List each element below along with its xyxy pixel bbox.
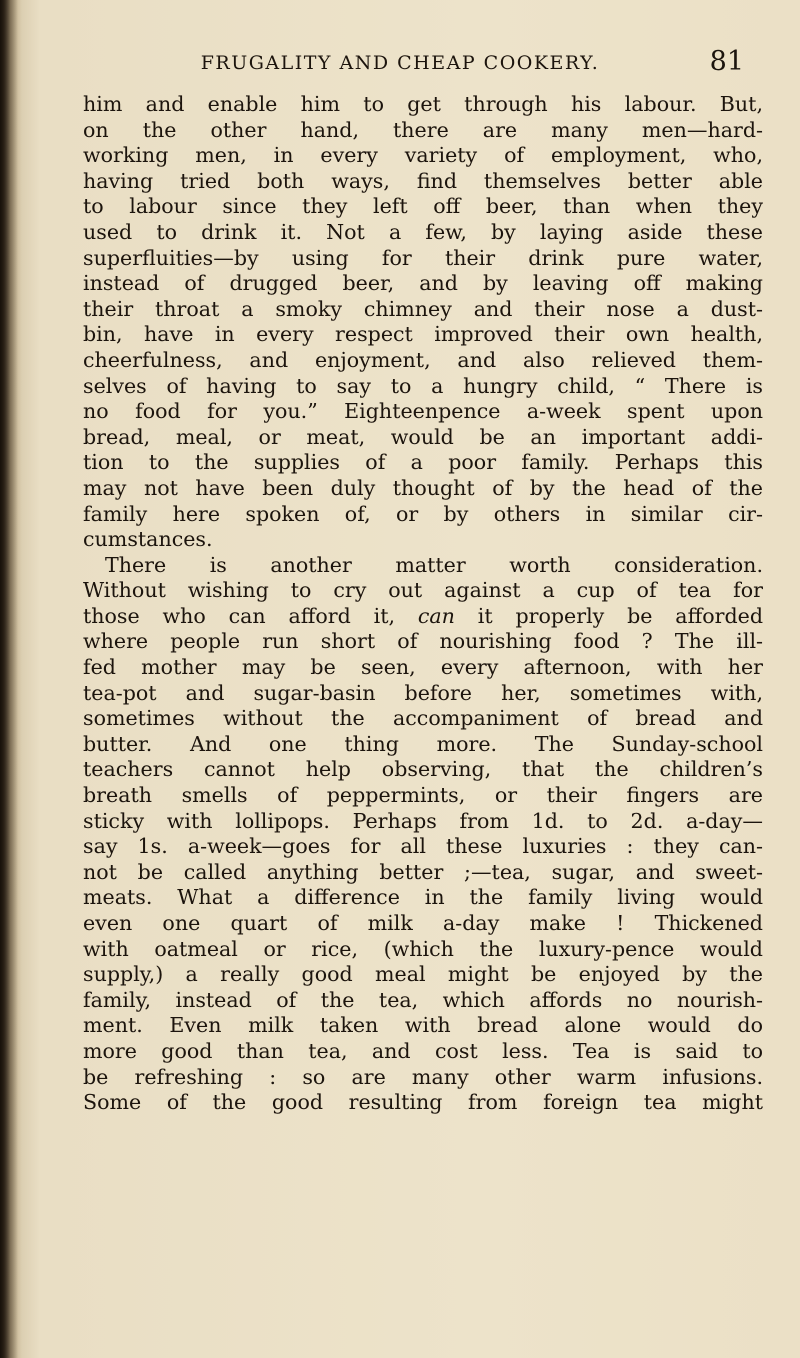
text-line-with-emphasis — [83, 604, 763, 630]
text-line: tea-pot and sugar-basin before her, sometimes with, — [83, 680, 763, 705]
text-line: instead of drugged beer, and by leaving off making — [83, 271, 763, 296]
text-line: with oatmeal or rice, (which the luxury-pence would — [83, 936, 763, 961]
text-line: to labour since they left off beer, than when they — [83, 194, 763, 219]
text-line: Without wishing to cry out against a cup of tea for — [83, 578, 763, 603]
text-line: family here spoken of, or by others in similar cir- — [83, 501, 763, 526]
text-line: ment. Even milk taken with bread alone would do — [83, 1013, 763, 1038]
text-line: butter. And one thing more. The Sunday-school — [83, 731, 763, 756]
text-line: used to drink it. Not a few, by laying aside these — [83, 219, 763, 244]
text-line: superfluities—by using for their drink pure water, — [83, 245, 763, 270]
text-line: cheerfulness, and enjoyment, and also relieved them- — [83, 347, 763, 372]
text-line: sometimes without the accompaniment of bread and — [83, 706, 763, 731]
text-line: on the other hand, there are many men—hard- — [83, 117, 763, 142]
text-line: bin, have in every respect improved their own health, — [83, 322, 763, 347]
text-line: no food for you.” Eighteenpence a-week spent upon — [83, 399, 763, 424]
text-line: selves of having to say to a hungry child, “ There is — [83, 373, 763, 398]
text-line: working men, in every variety of employment, who, — [83, 143, 763, 168]
text-line: be refreshing : so are many other warm infusions. — [83, 1064, 763, 1089]
text-line: supply,) a really good meal might be enjoyed by the — [83, 962, 763, 987]
text-line: more good than tea, and cost less. Tea is said to — [83, 1038, 763, 1063]
text-line: him and enable him to get through his labour. But, — [83, 92, 763, 116]
text-line: Some of the good resulting from foreign tea might — [83, 1090, 763, 1115]
paragraph-start-line: There is another matter worth consideration. — [105, 552, 763, 577]
text-line: cumstances. — [83, 527, 213, 552]
text-line: not be called anything better ;—tea, sugar, and sweet- — [83, 859, 763, 884]
text-line: breath smells of peppermints, or their fingers are — [83, 783, 763, 808]
text-line: family, instead of the tea, which affords no nourish- — [83, 987, 763, 1012]
text-line: fed mother may be seen, every afternoon, with her — [83, 655, 763, 680]
text-segment: those who can afford it, — [83, 603, 418, 628]
text-line: where people run short of nourishing food ? The ill- — [83, 629, 763, 654]
text-line: say 1s. a-week—goes for all these luxuries : they can- — [83, 834, 763, 859]
body-text — [83, 92, 763, 1116]
text-segment: it properly be afforded — [454, 603, 764, 628]
text-line: teachers cannot help observing, that the children’s — [83, 757, 763, 782]
emphasized-word: can — [417, 603, 455, 628]
text-line: having tried both ways, find themselves better able — [83, 168, 763, 193]
text-line: may not have been duly thought of by the head of the — [83, 475, 763, 500]
running-head: FRUGALITY AND CHEAP COOKERY. — [200, 52, 600, 74]
page-number: 81 — [709, 46, 744, 77]
page-header — [0, 46, 800, 86]
binding-gutter-shadow — [0, 0, 18, 1358]
text-line: even one quart of milk a-day make ! Thickened — [83, 911, 763, 935]
text-line: their throat a smoky chimney and their nose a dust- — [83, 296, 763, 321]
text-line: sticky with lollipops. Perhaps from 1d. to 2d. a-day— — [83, 808, 763, 833]
text-line: meats. What a difference in the family living would — [83, 885, 763, 910]
text-line: bread, meal, or meat, would be an important addi- — [83, 424, 763, 449]
text-line: tion to the supplies of a poor family. Perhaps this — [83, 450, 763, 475]
